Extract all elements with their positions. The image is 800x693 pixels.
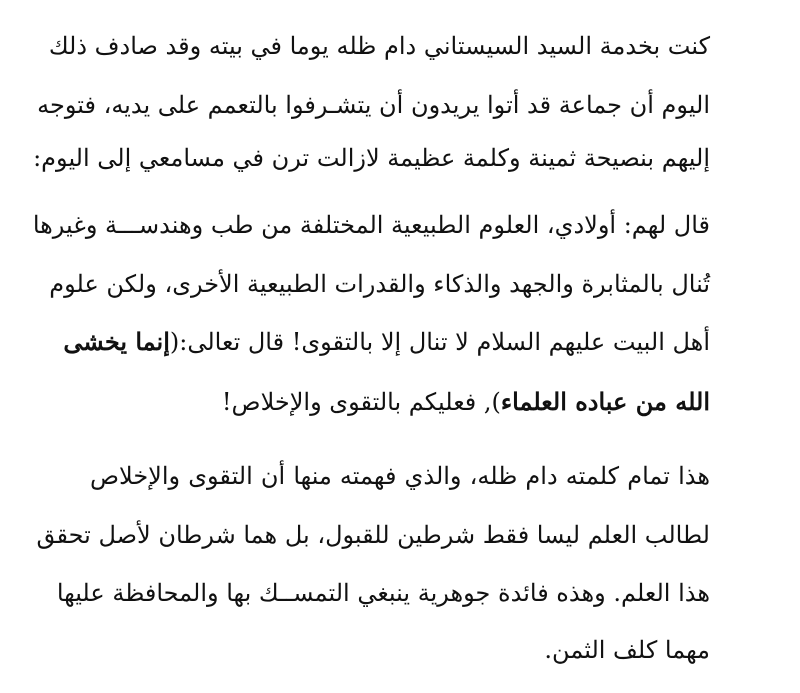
- paragraph-1-line-3: إليهم بنصيحة ثمينة وكلمة عظيمة لازالت ترن في مسامعي إلى اليوم:: [33, 144, 710, 172]
- paragraph-3-line-2: لطالب العلم ليسا فقط شرطين للقبول، بل هما شرطان لأصل تحقق: [36, 521, 710, 549]
- paragraph-1-line-1: كنت بخدمة السيد السيستاني دام ظله يوما في بيته وقد صادف ذلك: [48, 32, 710, 60]
- paragraph-3-line-4: مهما كلف الثمن.: [544, 636, 710, 664]
- quran-verse-bold: إنما يخشى: [63, 327, 170, 356]
- paragraph-2-line-1: قال لهم: أولادي، العلوم الطبيعية المختلفة من طب وهندســـة وغيرها: [32, 211, 710, 239]
- normal-text: أهل البيت عليهم السلام لا تنال إلا بالتقوى! قال تعالى:(: [169, 328, 710, 356]
- paragraph-2-line-3: [63, 322, 710, 362]
- paragraph-3-line-1: هذا تمام كلمته دام ظله، والذي فهمته منها أن التقوى والإخلاص: [90, 462, 710, 490]
- quran-verse-bold: الله من عباده العلماء: [500, 387, 710, 416]
- normal-text: ), فعليكم بالتقوى والإخلاص!: [221, 388, 501, 416]
- paragraph-3-line-3: هذا العلم. وهذه فائدة جوهرية ينبغي التمســك بها والمحافظة عليها: [56, 579, 710, 607]
- paragraph-2-line-4: [90, 382, 710, 422]
- paragraph-1-line-2: اليوم أن جماعة قد أتوا يريدون أن يتشـرفوا بالتعمم على يديه، فتوجه: [37, 91, 710, 119]
- paragraph-2-line-2: تُنال بالمثابرة والجهد والذكاء والقدرات الطبيعية الأخرى، ولكن علوم: [49, 270, 710, 298]
